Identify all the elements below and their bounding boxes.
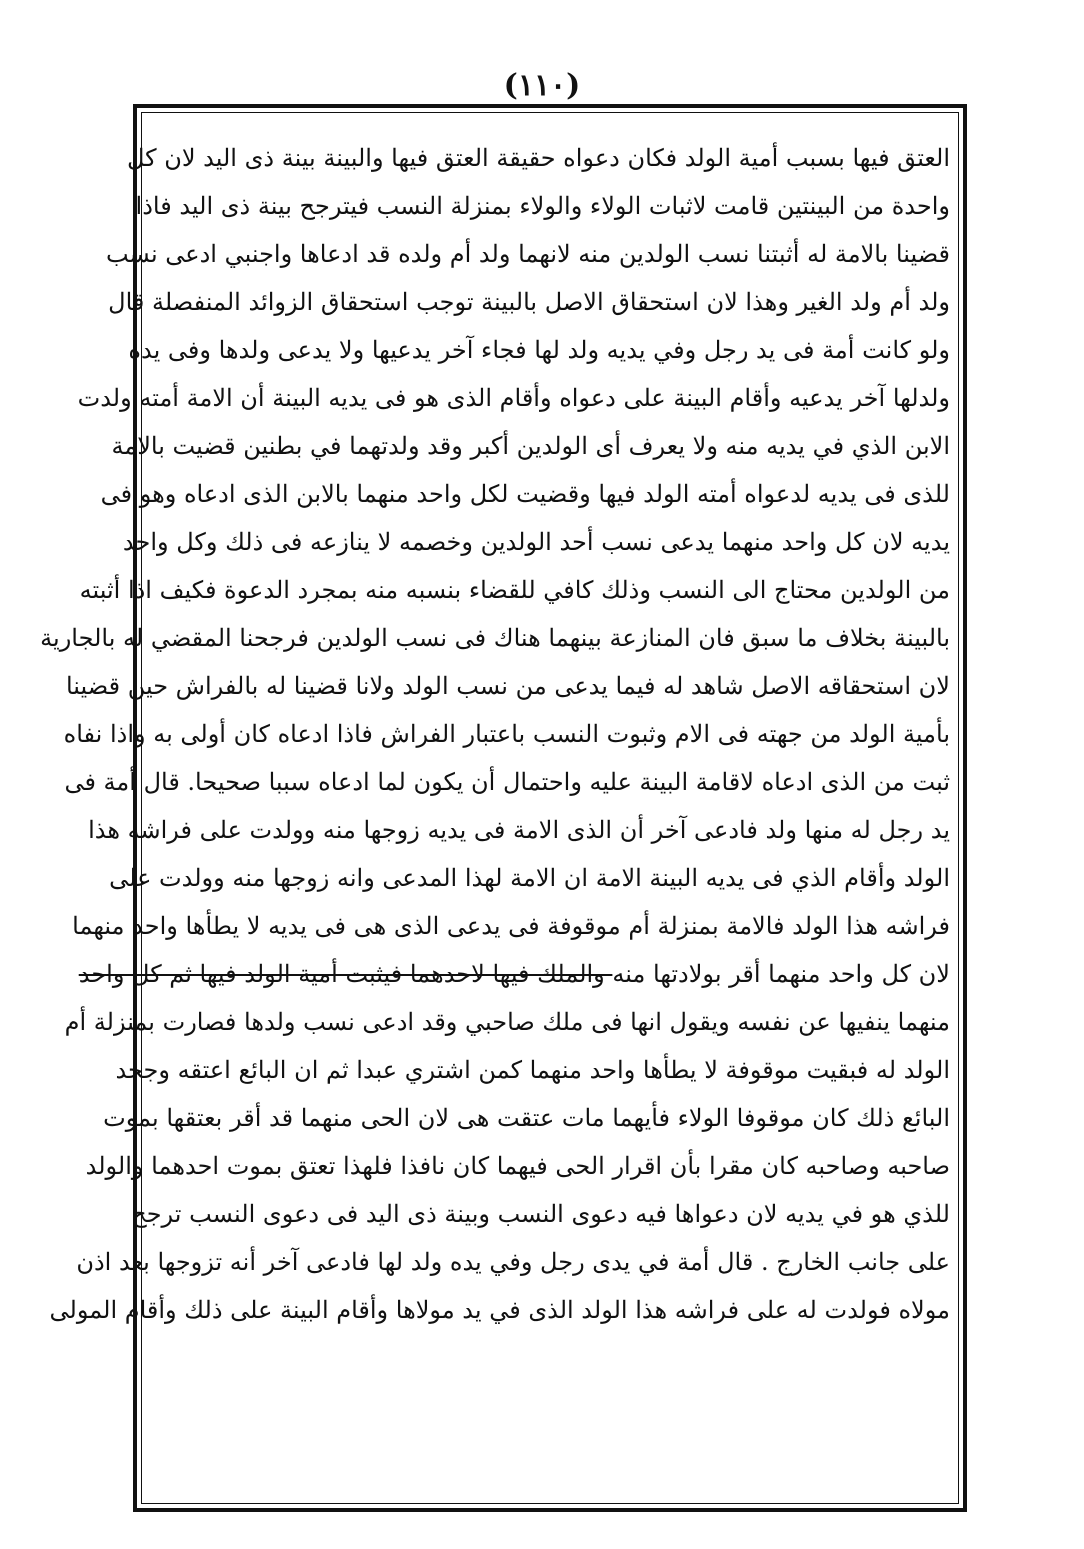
text-line-7: الابن الذي في يديه منه ولا يعرف أى الولدين أكبر وقد ولدتهما في بطنين قضيت بالامة: [111, 432, 950, 460]
text-line-18: [78, 950, 950, 998]
page-number: (١١٠): [503, 68, 581, 103]
text-line-3: قضينا بالامة له أثبتنا نسب الولدين منه لانهما ولد أم ولده قد ادعاها واجنبي ادعى نسب: [105, 240, 950, 268]
text-line-5: ولو كانت أمة فى يد رجل وفي يديه ولد لها فجاء آخر يدعيها ولا يدعى ولدها وفى يده: [128, 336, 950, 364]
text-line-17: فراشه هذا الولد فالامة بمنزلة أم موقوفة فى يدعى الذى هى فى يديه لا يطأها واحد منهما: [72, 912, 950, 940]
text-line-2: واحدة من البينتين قامت لاثبات الولاء والولاء بمنزلة النسب فيترجح بينة ذى اليد فاذا: [135, 192, 950, 220]
text-line-25: مولاه فولدت له على فراشه هذا الولد الذى في يد مولاها وأقام البينة على ذلك وأقام المولى: [49, 1296, 950, 1324]
text-line-6: ولدلها آخر يدعيه وأقام البينة على دعواه وأقام الذى هو فى يديه البينة أن الامة أمته ولدت: [77, 384, 950, 412]
text-line-22: صاحبه وصاحبه كان مقرا بأن اقرار الحى فيهما كان نافذا فلهذا تعتق بموت احدهما والولد: [85, 1152, 950, 1180]
text-line-16: الولد وأقام الذي فى يديه البينة الامة ان الامة لهذا المدعى وانه زوجها منه وولدت على: [109, 864, 950, 892]
text-line-4: ولد أم ولد الغير وهذا لان استحقاق الاصل بالبينة توجب استحقاق الزوائد المنفصلة قال: [108, 288, 950, 316]
body-text: [40, 134, 950, 1334]
text-line-18-plain: لان كل واحد منهما أقر بولادتها منه: [612, 960, 950, 988]
text-line-12: لان استحقاقه الاصل شاهد له فيما يدعى من نسب الولد ولانا قضينا له بالفراش حين قضينا: [65, 672, 950, 700]
text-line-1: العتق فيها بسبب أمية الولد فكان دعواه حقيقة العتق فيها والبينة بينة ذى اليد لان كل: [126, 144, 950, 172]
text-line-9: يديه لان كل واحد منهما يدعى نسب أحد الولدين وخصمه لا ينازعه فى ذلك وكل واحد: [122, 528, 950, 556]
text-line-10: من الولدين محتاج الى النسب وذلك كافي للقضاء بنسبه منه بمجرد الدعوة فكيف اذا أثبته: [79, 576, 950, 604]
text-line-21: البائع ذلك كان موقوفا الولاء فأيهما مات عتقت هى لان الحى منهما قد أقر بعتقها بموت: [103, 1104, 950, 1132]
text-line-11: بالبينة بخلاف ما سبق فان المنازعة بينهما هناك فى نسب الولدين فرجحنا المقضي له بالجارية: [40, 624, 950, 652]
text-line-15: يد رجل له منها ولد فادعى آخر أن الذى الامة فى يديه زوجها منه وولدت على فراشه هذا: [88, 816, 950, 844]
text-line-19: منهما ينفيها عن نفسه ويقول انها فى ملك صاحبي وقد ادعى نسب ولدها فصارت بمنزلة أم: [64, 1008, 950, 1036]
text-line-13: بأمية الولد من جهته فى الام وثبوت النسب باعتبار الفراش فاذا ادعاه كان أولى به واذا نفاه: [63, 720, 950, 748]
text-line-14: ثبت من الذى ادعاه لاقامة البينة عليه واحتمال أن يكون لما ادعاه سببا صحيحا. قال أمة فى: [64, 768, 950, 796]
struck-through-passage: والملك فيها لاحدهما فيثبت أمية الولد فيها ثم كل واحد: [78, 960, 613, 988]
text-line-8: للذى فى يديه لدعواه أمته الولد فيها وقضيت لكل واحد منهما بالابن الذى ادعاه وهو فى: [100, 480, 950, 508]
text-line-23: للذي هو في يديه لان دعواها فيه دعوى النسب وبينة ذى اليد فى دعوى النسب ترجح: [131, 1200, 950, 1228]
text-line-24: على جانب الخارج . قال أمة في يدى رجل وفي يده ولد لها فادعى آخر أنه تزوجها بعد اذن: [76, 1248, 950, 1276]
text-line-20: الولد له فبقيت موقوفة لا يطأها واحد منهما كمن اشتري عبدا ثم ان البائع اعتقه وجحد: [115, 1056, 950, 1084]
